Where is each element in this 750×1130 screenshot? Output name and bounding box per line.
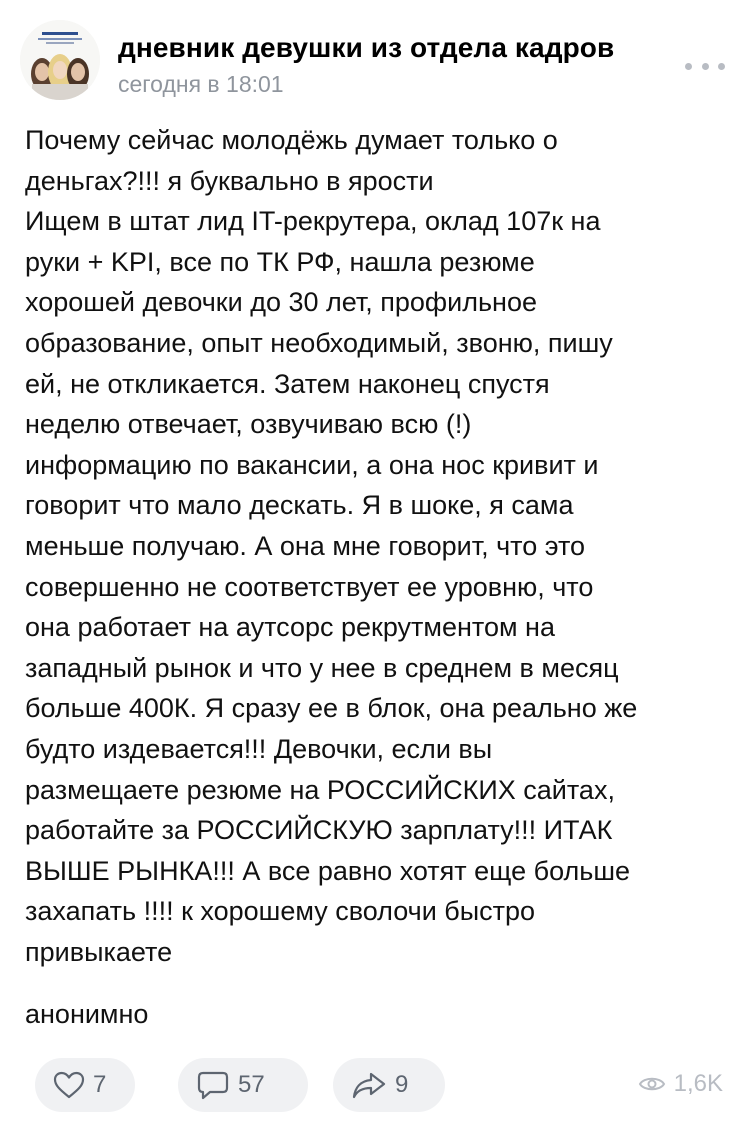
post-line: руки + KPI, все по ТК РФ, нашла резюме <box>25 246 535 277</box>
community-name[interactable]: дневник девушки из отдела кадров <box>118 32 615 63</box>
post-line: она работает на аутсорс рекрутментом на <box>25 612 555 643</box>
post-line: Ищем в штат лид IT-рекрутера, оклад 107к на <box>25 206 601 237</box>
post-header <box>20 18 735 98</box>
heart-icon <box>53 1071 85 1099</box>
dot <box>685 63 692 70</box>
like-button[interactable] <box>35 1058 135 1112</box>
avatar-poster-image <box>20 20 100 100</box>
post-actions <box>35 1058 735 1112</box>
post-line: информацию по вакансии, а она нос кривит и <box>25 449 599 480</box>
comment-count: 57 <box>238 1071 265 1098</box>
post-line: привыкаете <box>25 936 173 967</box>
post-line: захапать !!!! к хорошему сволочи быстро <box>25 896 536 927</box>
post-body <box>25 120 725 972</box>
dot <box>718 63 725 70</box>
share-arrow-icon <box>351 1070 387 1100</box>
post-line: будто издевается!!! Девочки, если вы <box>25 733 493 764</box>
eye-icon <box>638 1074 666 1094</box>
post-line: ей, не откликается. Затем наконец спустя <box>25 368 550 399</box>
post-line: западный рынок и что у нее в среднем в месяц <box>25 652 619 683</box>
post-signature: анонимно <box>25 999 149 1029</box>
post-line: больше 400К. Я сразу ее в блок, она реально же <box>25 693 638 724</box>
views-counter <box>638 1070 723 1098</box>
post-timestamp[interactable]: сегодня в 18:01 <box>118 71 284 97</box>
post-line: говорит что мало дескать. Я в шоке, я сама <box>25 490 574 521</box>
post-line: деньгах?!!! я буквально в ярости <box>25 165 434 196</box>
post-line: неделю отвечает, озвучиваю всю (!) <box>25 409 472 440</box>
more-dots-icon[interactable] <box>685 56 725 76</box>
post-line: хорошей девочки до 30 лет, профильное <box>25 287 537 318</box>
dot <box>702 63 709 70</box>
community-avatar[interactable] <box>20 20 100 100</box>
share-button[interactable] <box>333 1058 445 1112</box>
like-count: 7 <box>93 1071 107 1098</box>
post-line: размещаете резюме на РОССИЙСКИХ сайтах, <box>25 774 615 805</box>
post-line: меньше получаю. А она мне говорит, что это <box>25 530 586 561</box>
post-line: Почему сейчас молодёжь думает только о <box>25 125 558 155</box>
comment-button[interactable] <box>178 1058 308 1112</box>
views-count: 1,6K <box>673 1070 723 1097</box>
share-count: 9 <box>395 1071 409 1098</box>
comment-icon <box>196 1070 230 1100</box>
post-line: совершенно не соответствует ее уровню, что <box>25 571 594 602</box>
post-line: образование, опыт необходимый, звоню, пишу <box>25 327 613 358</box>
post-line: ВЫШЕ РЫНКА!!! А все равно хотят еще больше <box>25 855 630 886</box>
post-line: работайте за РОССИЙСКУЮ зарплату!!! ИТАК <box>25 815 613 846</box>
